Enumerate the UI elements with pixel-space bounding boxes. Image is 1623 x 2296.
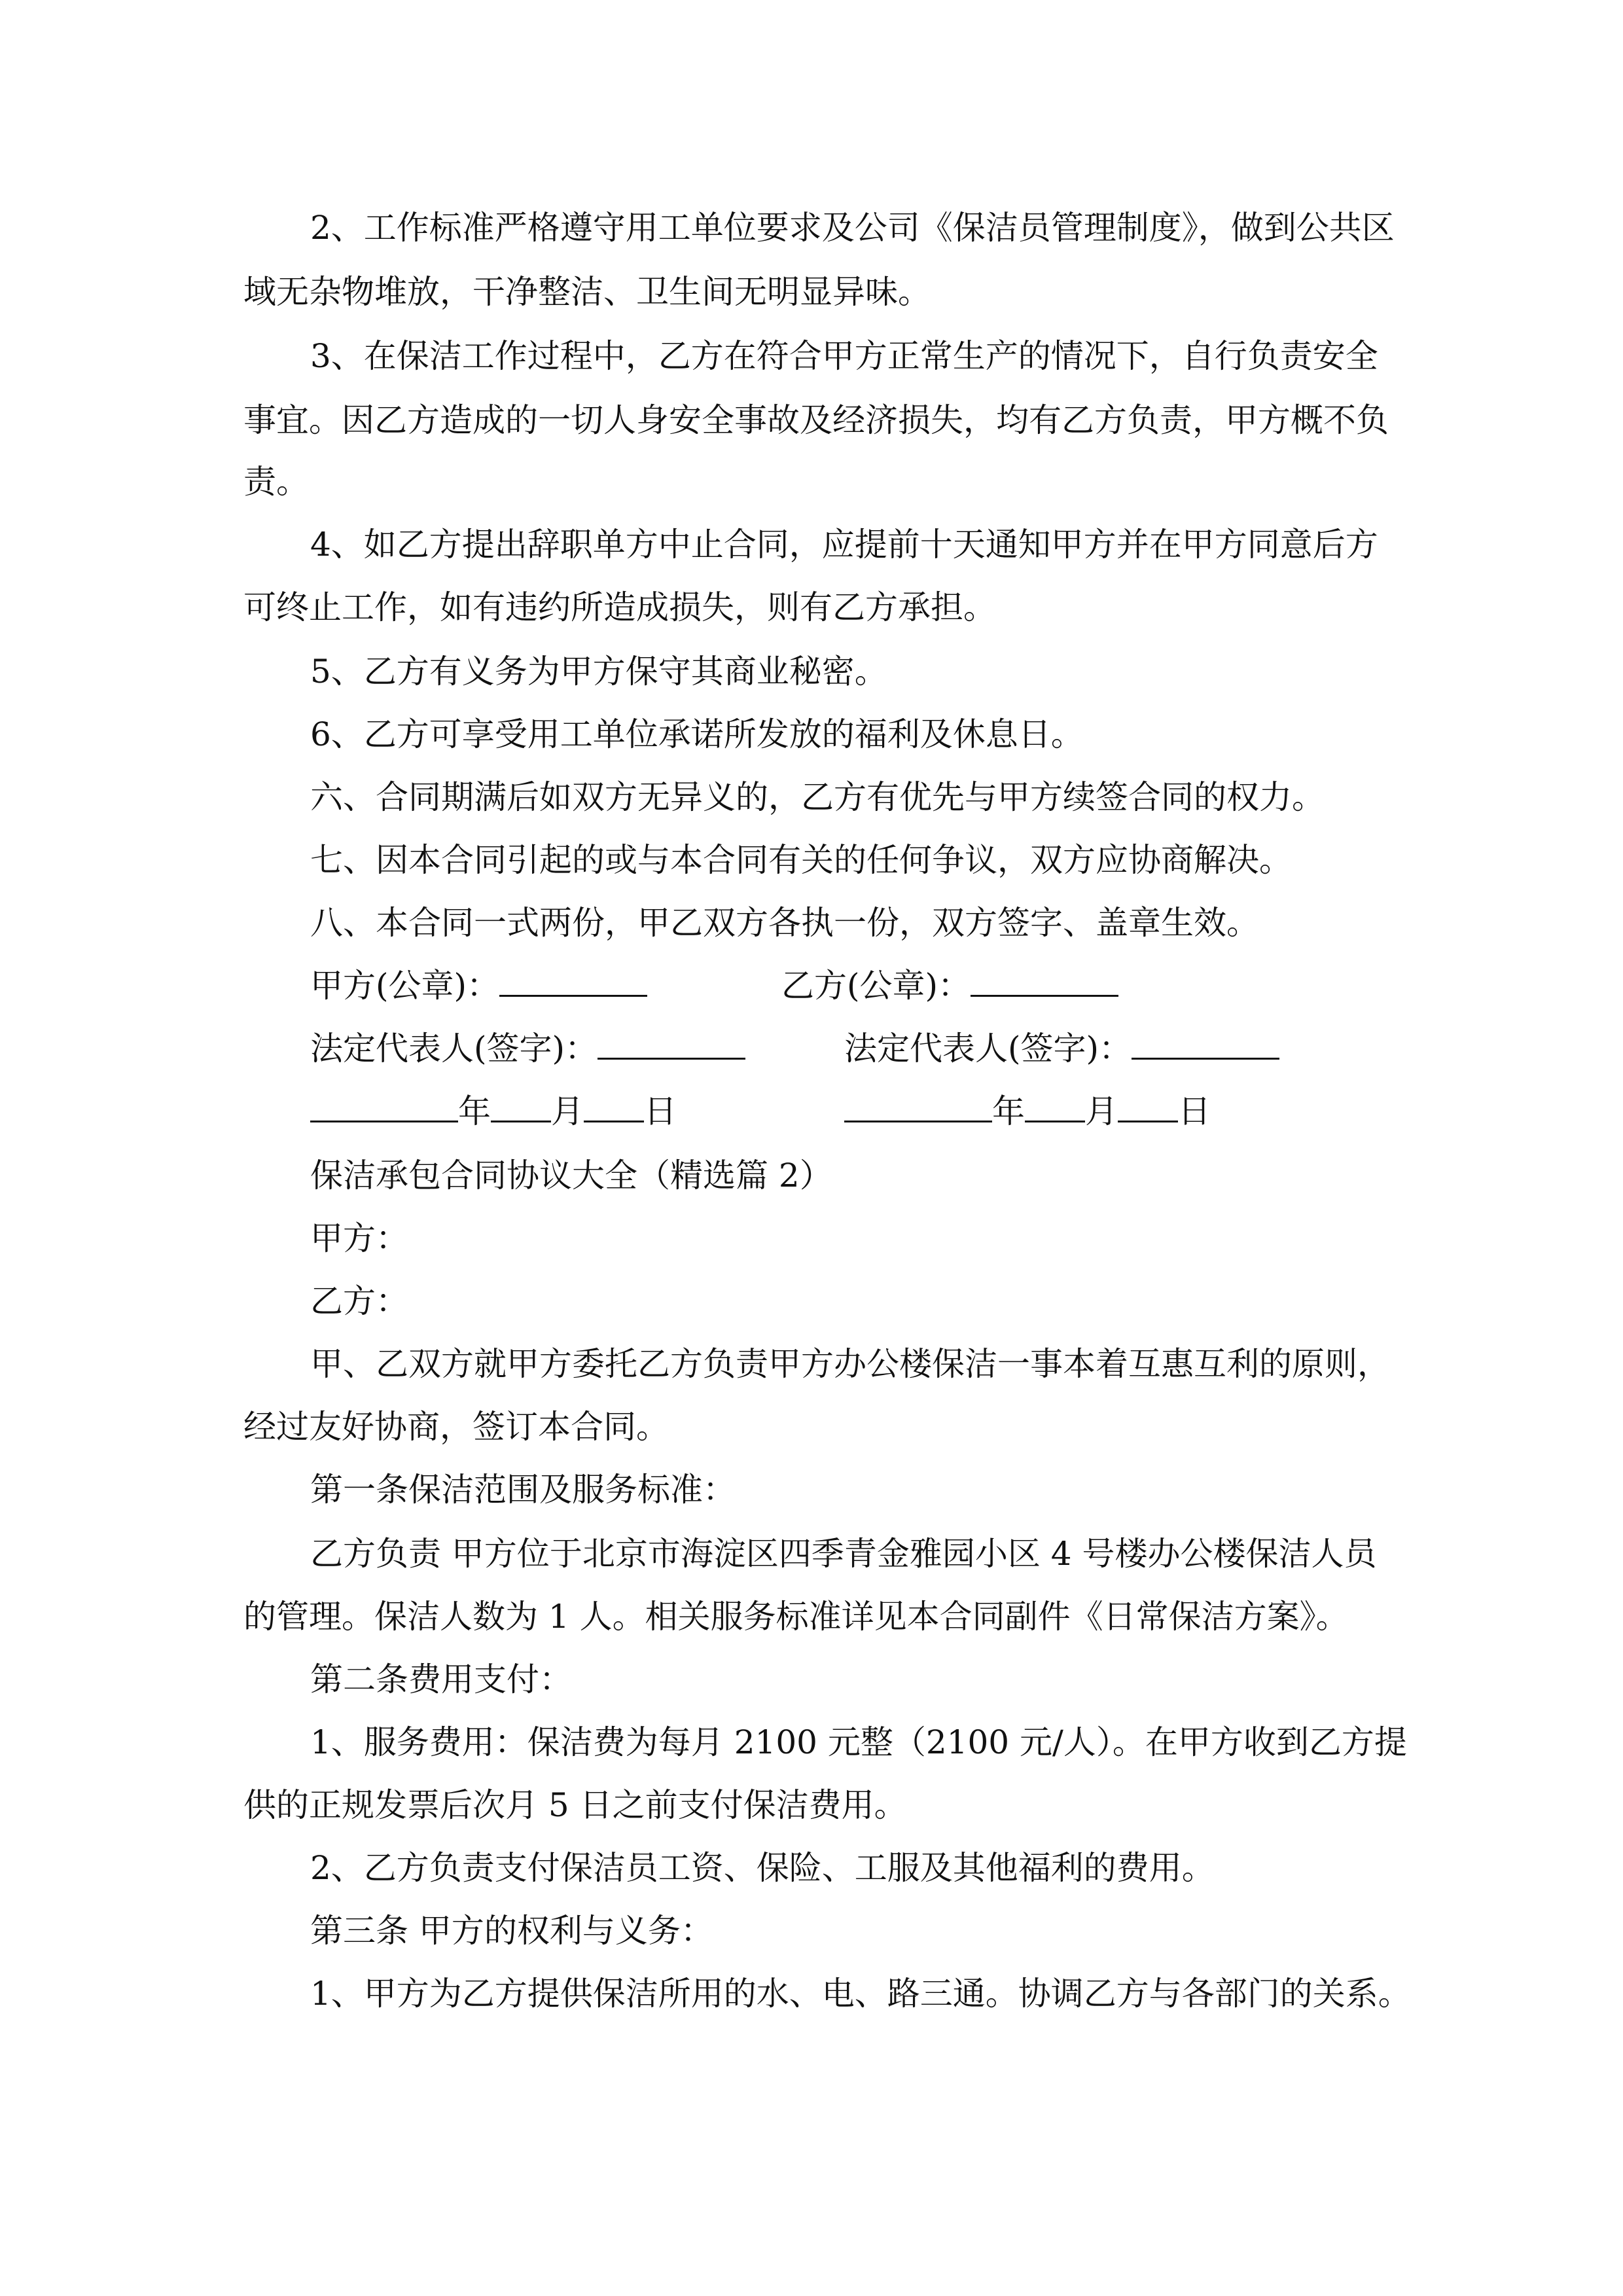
party-a-rep-label: 法定代表人(签字)： (310, 1030, 598, 1067)
party-a-seal-label: 甲方(公章)： (310, 967, 500, 1005)
party-a-seal-blank (499, 966, 647, 997)
paragraph-line: 甲、乙双方就甲方委托乙方负责甲方办公楼保洁一事本着互惠互利的原则， (310, 1345, 1390, 1383)
article-title: 第三条 甲方的权利与义务： (310, 1912, 713, 1950)
paragraph-line: 1、甲方为乙方提供保洁所用的水、电、路三通。协调乙方与各部门的关系。 (310, 1975, 1411, 2013)
section-title: 保洁承包合同协议大全（精选篇 2） (310, 1157, 832, 1194)
month-label: 月 (1085, 1092, 1118, 1130)
party-a-label: 甲方： (310, 1219, 408, 1257)
party-b-seal-label: 乙方(公章)： (781, 967, 971, 1005)
paragraph-line: 4、如乙方提出辞职单方中止合同，应提前十天通知甲方并在甲方同意后方 (310, 526, 1378, 564)
paragraph-line: 的管理。保洁人数为 1 人。相关服务标准详见本合同副件《日常保洁方案》。 (243, 1598, 1349, 1636)
month-blank (491, 1092, 551, 1122)
party-b-rep-label: 法定代表人(签字)： (844, 1030, 1132, 1067)
paragraph-line: 事宜。因乙方造成的一切人身安全事故及经济损失，均有乙方负责，甲方概不负 (243, 401, 1389, 439)
paragraph-line: 域无杂物堆放，干净整洁、卫生间无明显异味。 (243, 273, 931, 311)
paragraph-line: 六、合同期满后如双方无异义的，乙方有优先与甲方续签合同的权力。 (310, 778, 1325, 816)
month-label: 月 (551, 1092, 584, 1130)
day-label: 日 (1178, 1092, 1211, 1130)
party-a-rep-line (310, 1029, 745, 1068)
paragraph-line: 6、乙方可享受用工单位承诺所发放的福利及休息日。 (310, 715, 1084, 753)
day-blank (1118, 1092, 1178, 1122)
party-a-date-line (310, 1092, 677, 1131)
day-blank (584, 1092, 644, 1122)
party-b-label: 乙方： (310, 1282, 408, 1320)
paragraph-line: 2、工作标准严格遵守用工单位要求及公司《保洁员管理制度》，做到公共区 (310, 209, 1395, 247)
year-label: 年 (992, 1092, 1025, 1130)
paragraph-line: 3、在保洁工作过程中，乙方在符合甲方正常生产的情况下，自行负责安全 (310, 337, 1378, 375)
paragraph-line: 1、服务费用：保洁费为每月 2100 元整（2100 元/人）。在甲方收到乙方提 (310, 1723, 1407, 1761)
article-title: 第二条费用支付： (310, 1660, 572, 1698)
day-label: 日 (644, 1092, 677, 1130)
party-b-rep-blank (1132, 1029, 1279, 1060)
paragraph-line: 5、乙方有义务为甲方保守其商业秘密。 (310, 653, 887, 691)
party-b-rep-line (844, 1029, 1279, 1068)
paragraph-line: 责。 (243, 463, 309, 501)
paragraph-line: 经过友好协商，签订本合同。 (243, 1408, 669, 1446)
party-a-rep-blank (597, 1029, 745, 1060)
party-a-seal-line (310, 966, 647, 1005)
paragraph-line: 2、乙方负责支付保洁员工资、保险、工服及其他福利的费用。 (310, 1849, 1215, 1887)
article-title: 第一条保洁范围及服务标准： (310, 1471, 736, 1509)
paragraph-line: 七、因本合同引起的或与本合同有关的任何争议，双方应协商解决。 (310, 841, 1292, 879)
party-b-date-line (844, 1092, 1211, 1131)
paragraph-line: 可终止工作，如有违约所造成损失，则有乙方承担。 (243, 588, 996, 626)
year-blank (844, 1092, 992, 1122)
paragraph-line: 供的正规发票后次月 5 日之前支付保洁费用。 (243, 1786, 907, 1824)
party-b-seal-blank (971, 966, 1118, 997)
month-blank (1025, 1092, 1085, 1122)
party-b-seal-line (781, 966, 1118, 1005)
paragraph-line: 乙方负责 甲方位于北京市海淀区四季青金雅园小区 4 号楼办公楼保洁人员 (310, 1535, 1377, 1573)
paragraph-line: 八、本合同一式两份，甲乙双方各执一份，双方签字、盖章生效。 (310, 904, 1259, 942)
year-label: 年 (458, 1092, 491, 1130)
year-blank (310, 1092, 458, 1122)
